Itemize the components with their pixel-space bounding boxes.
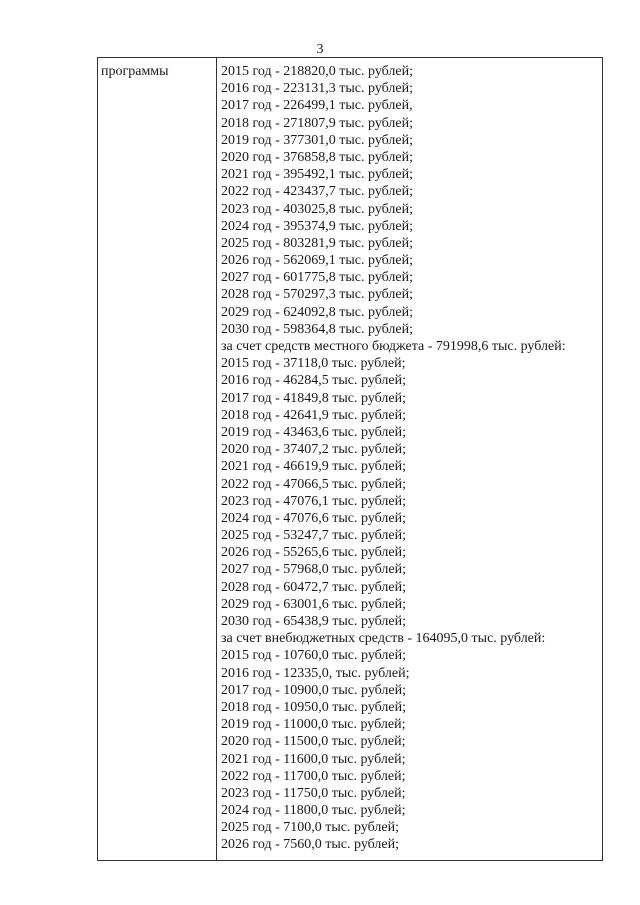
funding-line: 2020 год - 376858,8 тыс. рублей; <box>221 149 414 165</box>
funding-line: 2018 год - 42641,9 тыс. рублей; <box>221 407 407 423</box>
funding-line: 2025 год - 7100,0 тыс. рублей; <box>221 820 400 836</box>
funding-line: 2016 год - 12335,0, тыс. рублей; <box>221 665 410 681</box>
funding-line: 2024 год - 11800,0 тыс. рублей; <box>221 803 406 819</box>
funding-line: 2019 год - 11000,0 тыс. рублей; <box>221 717 406 733</box>
funding-line: 2026 год - 55265,6 тыс. рублей; <box>221 545 407 561</box>
funding-table <box>97 57 603 861</box>
funding-line: 2030 год - 65438,9 тыс. рублей; <box>221 614 407 629</box>
funding-line: 2017 год - 226499,1 тыс. рублей, <box>221 98 413 114</box>
funding-line: 2017 год - 10900,0 тыс. рублей; <box>221 682 407 698</box>
funding-line: 2022 год - 423437,7 тыс. рублей; <box>221 184 414 200</box>
funding-line: 2018 год - 10950,0 тыс. рублей; <box>221 699 407 715</box>
funding-line: 2015 год - 10760,0 тыс. рублей; <box>221 648 407 664</box>
funding-line: 2018 год - 271807,9 тыс. рублей; <box>221 115 414 131</box>
funding-line: 2030 год - 598364,8 тыс. рублей; <box>221 321 414 337</box>
funding-line: 2024 год - 395374,9 тыс. рублей; <box>221 218 414 234</box>
funding-line: 2027 год - 57968,0 тыс. рублей; <box>221 562 407 578</box>
funding-content-cell <box>221 63 600 854</box>
funding-line: 2019 год - 377301,0 тыс. рублей; <box>221 132 414 148</box>
funding-line: 2021 год - 46619,9 тыс. рублей; <box>221 459 407 475</box>
page-number: 3 <box>316 42 324 57</box>
funding-line: 2022 год - 11700,0 тыс. рублей; <box>221 768 406 784</box>
funding-line: 2029 год - 63001,6 тыс. рублей; <box>221 596 407 612</box>
funding-line: 2022 год - 47066,5 тыс. рублей; <box>221 476 407 492</box>
funding-line: 2027 год - 601775,8 тыс. рублей; <box>221 270 414 286</box>
funding-line: 2029 год - 624092,8 тыс. рублей; <box>221 304 414 320</box>
funding-line: 2023 год - 47076,1 тыс. рублей; <box>221 493 407 509</box>
funding-line: 2026 год - 562069,1 тыс. рублей; <box>221 253 414 269</box>
funding-line: 2026 год - 7560,0 тыс. рублей; <box>221 837 400 853</box>
funding-line: 2017 год - 41849,8 тыс. рублей; <box>221 390 407 406</box>
funding-line: 2020 год - 37407,2 тыс. рублей; <box>221 442 407 458</box>
funding-line: 2019 год - 43463,6 тыс. рублей; <box>221 424 407 440</box>
funding-line: 2023 год - 11750,0 тыс. рублей; <box>221 785 406 801</box>
funding-line: 2021 год - 395492,1 тыс. рублей; <box>221 167 414 183</box>
funding-line: 2024 год - 47076,6 тыс. рублей; <box>221 510 407 526</box>
funding-line: 2016 год - 46284,5 тыс. рублей; <box>221 373 407 389</box>
funding-line: 2023 год - 403025,8 тыс. рублей; <box>221 201 414 217</box>
funding-line: 2015 год - 218820,0 тыс. рублей; <box>221 64 414 79</box>
funding-line: 2020 год - 11500,0 тыс. рублей; <box>221 734 406 750</box>
funding-line: за счет внебюджетных средств - 164095,0 тыс. рублей: <box>221 631 546 647</box>
funding-line: 2025 год - 803281,9 тыс. рублей; <box>221 235 414 251</box>
row-label-cell: программы <box>101 64 169 79</box>
funding-line: за счет средств местного бюджета - 791998,6 тыс. рублей: <box>221 339 566 354</box>
column-divider <box>216 58 217 860</box>
funding-line: 2025 год - 53247,7 тыс. рублей; <box>221 528 407 544</box>
funding-line: 2016 год - 223131,3 тыс. рублей; <box>221 81 414 97</box>
funding-line: 2028 год - 570297,3 тыс. рублей; <box>221 287 414 303</box>
funding-line: 2028 год - 60472,7 тыс. рублей; <box>221 579 407 595</box>
funding-line: 2015 год - 37118,0 тыс. рублей; <box>221 356 406 372</box>
funding-line: 2021 год - 11600,0 тыс. рублей; <box>221 751 406 767</box>
